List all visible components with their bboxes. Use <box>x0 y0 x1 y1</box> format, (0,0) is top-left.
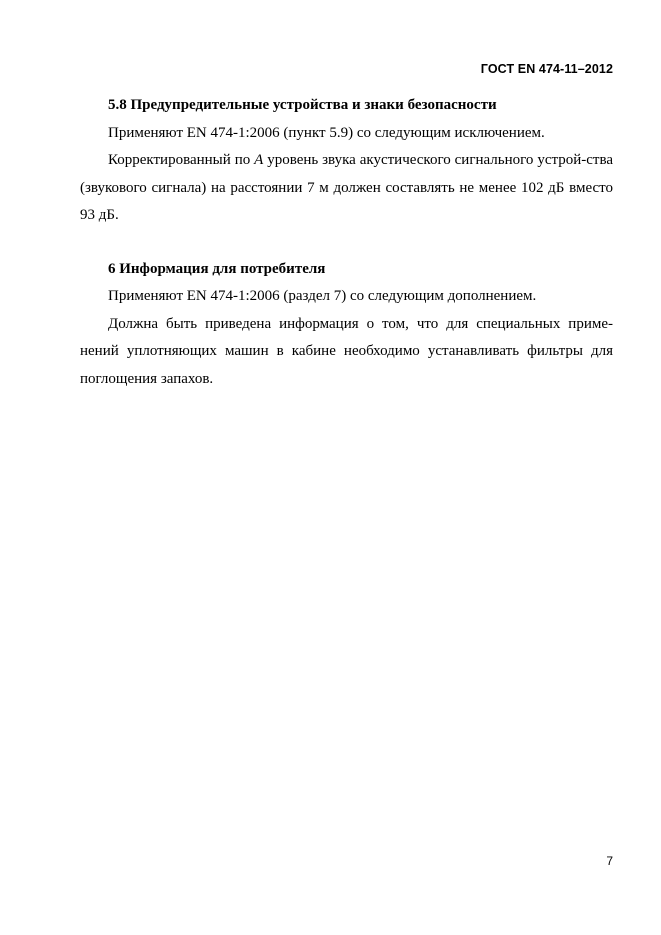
document-code-header: ГОСТ EN 474-11–2012 <box>480 62 613 76</box>
section-5-8-paragraph-1: Применяют EN 474-1:2006 (пункт 5.9) со следующим исключением. <box>108 124 545 141</box>
weighting-letter-a: А <box>254 152 264 168</box>
page-number: 7 <box>606 854 613 868</box>
section-spacer <box>80 230 613 256</box>
section-5-8-paragraph-2-start: Корректированный по <box>108 152 255 168</box>
page-content <box>80 92 613 393</box>
section-5-8-heading: 5.8 Предупредительные устройства и знаки безопасности <box>108 97 497 113</box>
section-5-8-paragraph-2-end: уровень звука акустического сигнального устрой-ства (звукового сигнала) на расстоянии 7 м должен составлять не менее 102 дБ вместо 93 дБ. <box>80 152 613 223</box>
section-6-paragraph-2: Должна быть приведена информация о том, что для специальных приме-нений уплотняющих машин в кабине необходимо устанавливать фильтры для поглощения запахов. <box>80 315 613 387</box>
section-6-paragraph-1: Применяют EN 474-1:2006 (раздел 7) со следующим дополнением. <box>108 288 537 304</box>
section-5-8-paragraph-2 <box>80 147 613 230</box>
section-6-heading: 6 Информация для потребителя <box>108 260 326 277</box>
